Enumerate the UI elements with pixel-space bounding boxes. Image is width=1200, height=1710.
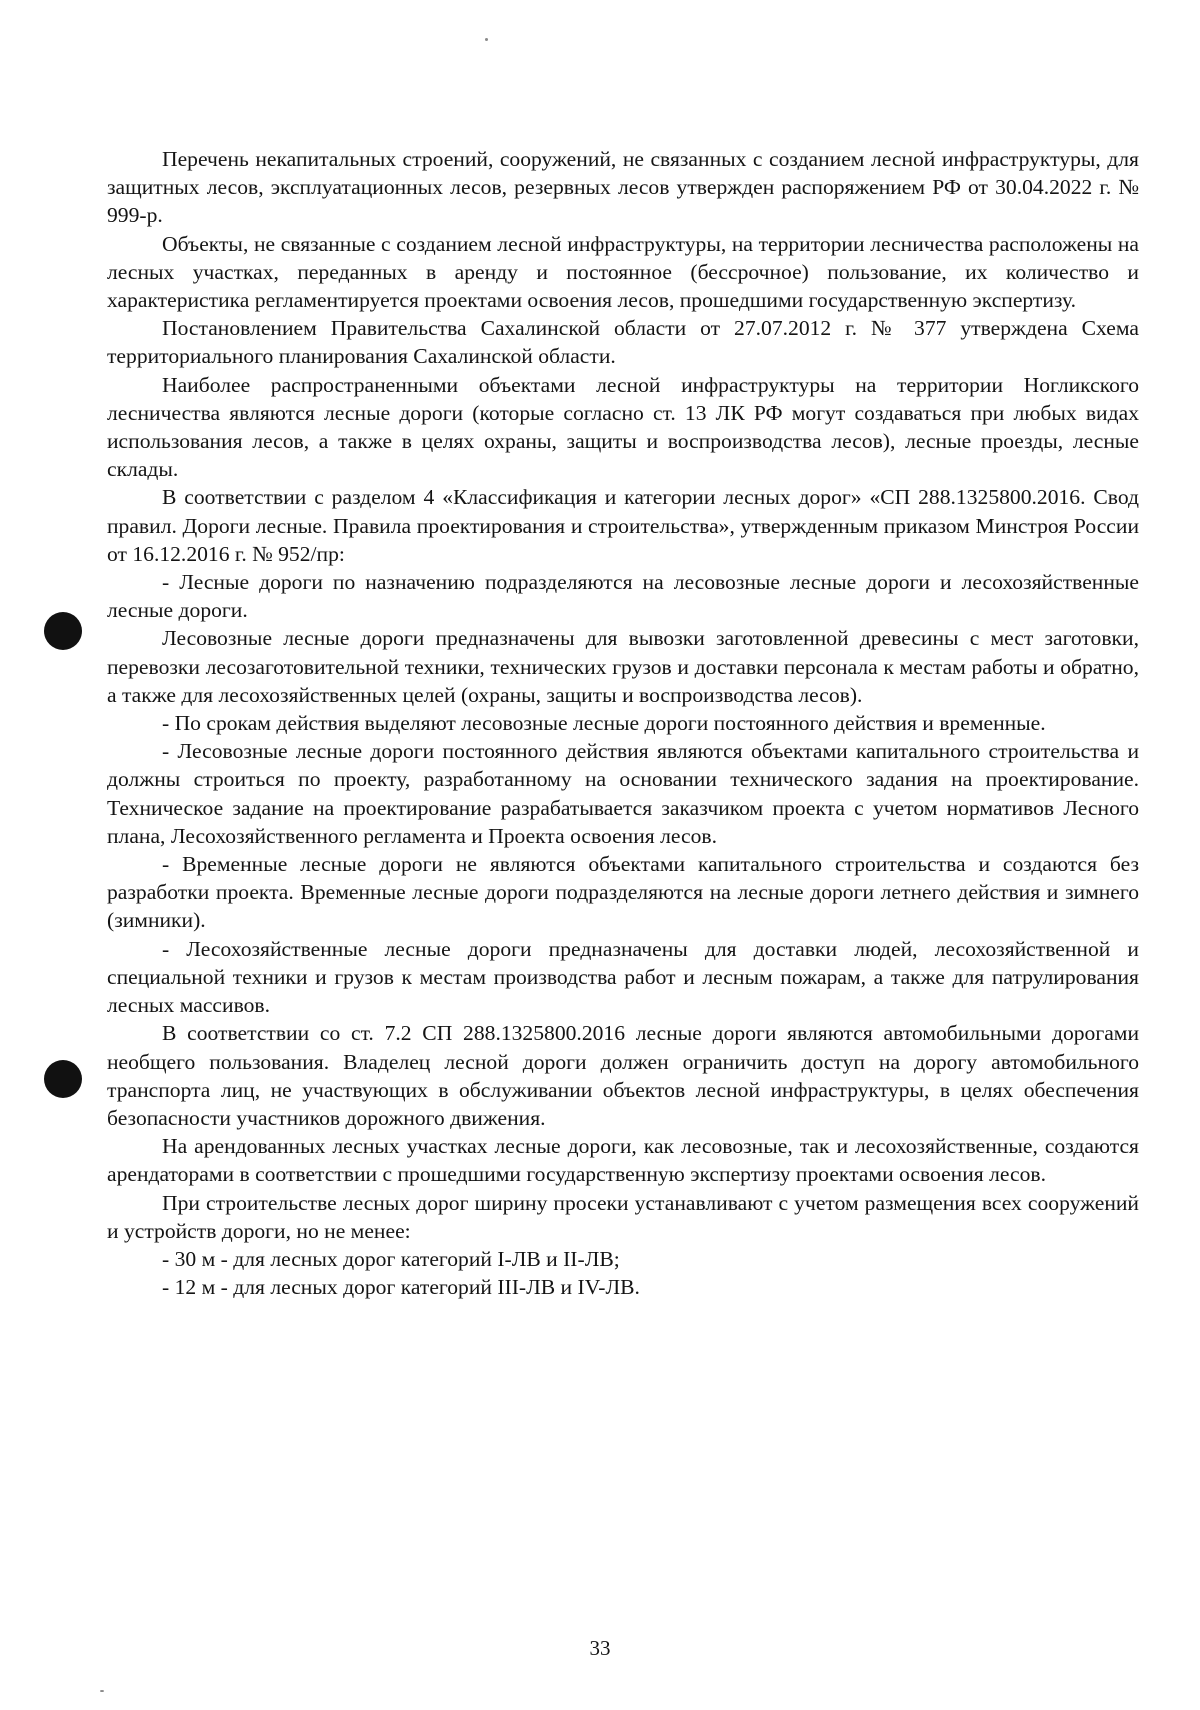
scan-speck <box>485 38 488 41</box>
paragraph: При строительстве лесных дорог ширину просеки устанавливают с учетом размещения всех сооружений и устройств дороги, но не менее: <box>107 1190 1139 1243</box>
paragraph: Объекты, не связанные с созданием лесной инфраструктуры, на территории лесничества расположены на лесных участках, переданных в аренду и постоянное (бессрочное) пользование, их количество и характеристика регламентируется проектами освоения лесов, прошедшими государственную экспертизу. <box>107 231 1139 313</box>
punch-hole-top <box>44 612 82 650</box>
paragraph: - Лесовозные лесные дороги постоянного действия являются объектами капитального строительства и должны строиться по проекту, разработанному на основании технического задания на проектирование. Техническое задание на проектирование разрабатывается заказчиком проекта с учетом нормативов Лесного плана, Лесохозяйственного регламента и Проекта освоения лесов. <box>107 739 1139 848</box>
punch-hole-bottom <box>44 1060 82 1098</box>
paragraph: На арендованных лесных участках лесные дороги, как лесовозные, так и лесохозяйственные, создаются арендаторами в соответствии с прошедшими государственную экспертизу проектами освоения лесов. <box>107 1134 1139 1187</box>
paragraph: - Лесные дороги по назначению подразделяются на лесовозные лесные дороги и лесохозяйственные лесные дороги. <box>107 570 1139 623</box>
paragraph: Наиболее распространенными объектами лесной инфраструктуры на территории Ногликского лесничества являются лесные дороги (которые согласно ст. 13 ЛК РФ могут создаваться при любых видах использования лесов, а также в целях охраны, защиты и воспроизводства лесов), лесные проезды, лесные склады. <box>107 372 1139 482</box>
paragraph: - Временные лесные дороги не являются объектами капитального строительства и создаются без разработки проекта. Временные лесные дороги подразделяются на лесные дороги летнего действия и зимнего (зимники). <box>107 852 1139 933</box>
paragraph: В соответствии со ст. 7.2 СП 288.1325800.2016 лесные дороги являются автомобильными дорогами необщего пользования. Владелец лесной дороги должен ограничить доступ на дорогу автомобильного транспорта лиц, не участвующих в обслуживании объектов лесной инфраструктуры, в целях обеспечения безопасности участников дорожного движения. <box>107 1021 1139 1130</box>
paragraph: Лесовозные лесные дороги предназначены для вывозки заготовленной древесины с мест заготовки, перевозки лесозаготовительной техники, технических грузов и доставки персонала к местам работы и обратно, а также для лесохозяйственных целей (охраны, защиты и воспроизводства лесов). <box>107 626 1139 707</box>
list-item: - 12 м - для лесных дорог категорий III-ЛВ и IV-ЛВ. <box>162 1275 640 1300</box>
paragraph: В соответствии с разделом 4 «Классификация и категории лесных дорог» «СП 288.1325800.2016. Свод правил. Дороги лесные. Правила проектирования и строительства», утвержденным приказом Минстроя России от 16.12.2016 г. № 952/пр: <box>107 485 1139 566</box>
paragraph: Перечень некапитальных строений, сооружений, не связанных с созданием лесной инфраструктуры, для защитных лесов, эксплуатационных лесов, резервных лесов утвержден распоряжением РФ от 30.04.2022 г. № 999-р. <box>107 147 1139 228</box>
page-number: 33 <box>589 1636 611 1660</box>
document-body <box>107 145 1139 1301</box>
paragraph: - Лесохозяйственные лесные дороги предназначены для доставки людей, лесохозяйственной и специальной техники и грузов к местам производства работ и лесным пожарам, а также для патрулирования лесных массивов. <box>107 936 1139 1018</box>
paragraph: - По срокам действия выделяют лесовозные лесные дороги постоянного действия и временные. <box>162 711 1046 736</box>
scan-speck <box>100 1690 104 1692</box>
paragraph: Постановлением Правительства Сахалинской области от 27.07.2012 г. № 377 утверждена Схема территориального планирования Сахалинской области. <box>107 316 1139 369</box>
list-item: - 30 м - для лесных дорог категорий I-ЛВ и II-ЛВ; <box>162 1246 620 1271</box>
